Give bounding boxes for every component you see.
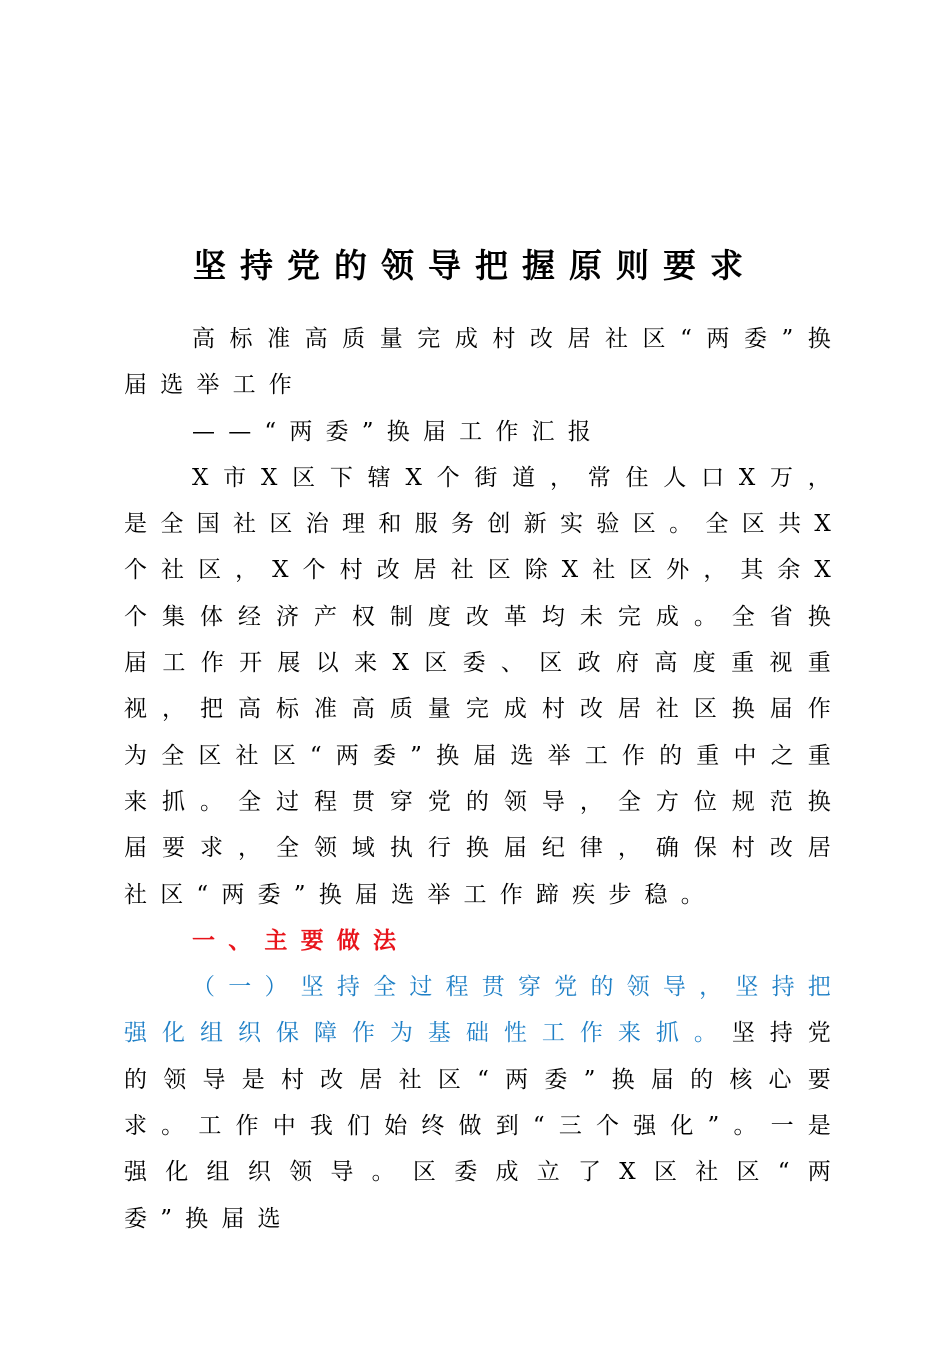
section-heading: 一、主要做法 [192, 926, 410, 954]
subtitle: 高标准高质量完成村改居社区“两委”换届选举工作 [124, 326, 844, 399]
subtitle-report-line: ——“两委”换届工作汇报 [192, 418, 604, 445]
document-title: 坚持党的领导把握原则要求 [193, 246, 757, 285]
document-body [124, 316, 844, 1242]
intro-paragraph: X市X区下辖X个街道，常住人口X万，是全国社区治理和服务创新实验区。全区共X个社区，X个村改居社区除X社区外，其余X个集体经济产权制度改革均未完成。全省换届工作开展以来X区委、区政府高度重视重视，把高标准高质量完成村改居社区换届作为全区社区“两委”换届选举工作的重中之重来抓。全过程贯穿党的领导，全方位规范换届要求，全领域执行换届纪律，确保村改居社区“两委”换届选举工作蹄疾步稳。 [124, 464, 844, 908]
section-paragraph [124, 964, 844, 1242]
subsection-heading: （一）坚持全过程贯穿党的领导，坚持把强化组织保障作为基础性工作来抓。 [124, 974, 844, 1047]
subsection-text: 坚持党的领导是村改居社区“两委”换届的核心要求。工作中我们始终做到“三个强化”。一是强化组织领导。区委成立了X区社区“两委”换届选 [124, 1020, 844, 1232]
